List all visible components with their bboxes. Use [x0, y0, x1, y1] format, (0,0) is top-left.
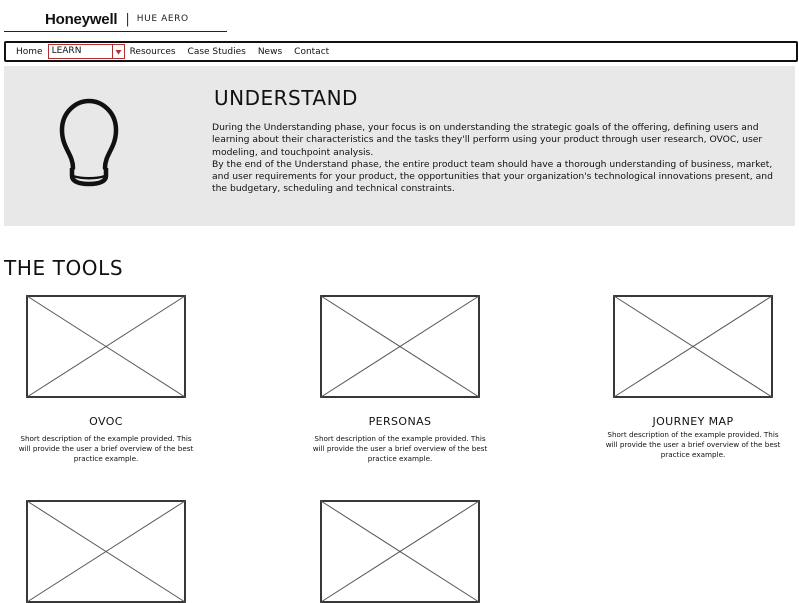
hero-paragraph-2: By the end of the Understand phase, the entire product team should have a thorough understanding of business, market, and user requirements for your product, the opportunities that your organization's technological innovations present, and the budgetary, scheduling and technical constraints. — [212, 158, 773, 195]
tool-title: PERSONAS — [368, 415, 432, 428]
nav-contact[interactable]: Contact — [294, 46, 330, 57]
nav-resources[interactable]: Resources — [129, 46, 176, 57]
image-placeholder-icon — [320, 500, 480, 603]
hero-description — [212, 122, 782, 196]
header-divider — [4, 31, 227, 32]
brand-divider: | — [125, 11, 130, 27]
hero-section — [4, 66, 795, 226]
sub-brand-name: HUE AERO — [136, 14, 189, 24]
tool-description: Short description of the example provided. This will provide the user a brief overview of the best practice example. — [605, 430, 781, 460]
brand-name: Honeywell — [45, 10, 118, 28]
tool-title: JOURNEY MAP — [652, 415, 734, 428]
image-placeholder-icon — [26, 500, 186, 603]
tool-title: OVOC — [89, 415, 123, 428]
hero-paragraph-1: During the Understanding phase, your focus is on understanding the strategic goals of the offering, defining users and learning about their characteristics and the tasks they'll perform using your product through user research, OVOC, user modeling, and touchpoint analysis. — [212, 122, 763, 158]
dropdown-arrow-icon[interactable] — [112, 45, 124, 58]
site-logo[interactable] — [45, 9, 189, 29]
lightbulb-icon — [54, 96, 124, 200]
nav-learn-value: LEARN — [51, 46, 82, 56]
image-placeholder-icon — [26, 295, 186, 398]
nav-learn-dropdown[interactable] — [48, 44, 125, 59]
image-placeholder-icon — [320, 295, 480, 398]
tool-description: Short description of the example provided. This will provide the user a brief overview of the best practice example. — [312, 434, 488, 464]
tool-description: Short description of the example provided. This will provide the user a brief overview of the best practice example. — [18, 434, 194, 464]
nav-case-studies[interactable]: Case Studies — [187, 46, 246, 57]
nav-news[interactable]: News — [257, 46, 283, 57]
nav-home[interactable]: Home — [16, 46, 43, 57]
tools-heading: THE TOOLS — [4, 256, 124, 280]
main-nav — [4, 41, 798, 62]
image-placeholder-icon — [613, 295, 773, 398]
page-title: UNDERSTAND — [214, 86, 358, 110]
